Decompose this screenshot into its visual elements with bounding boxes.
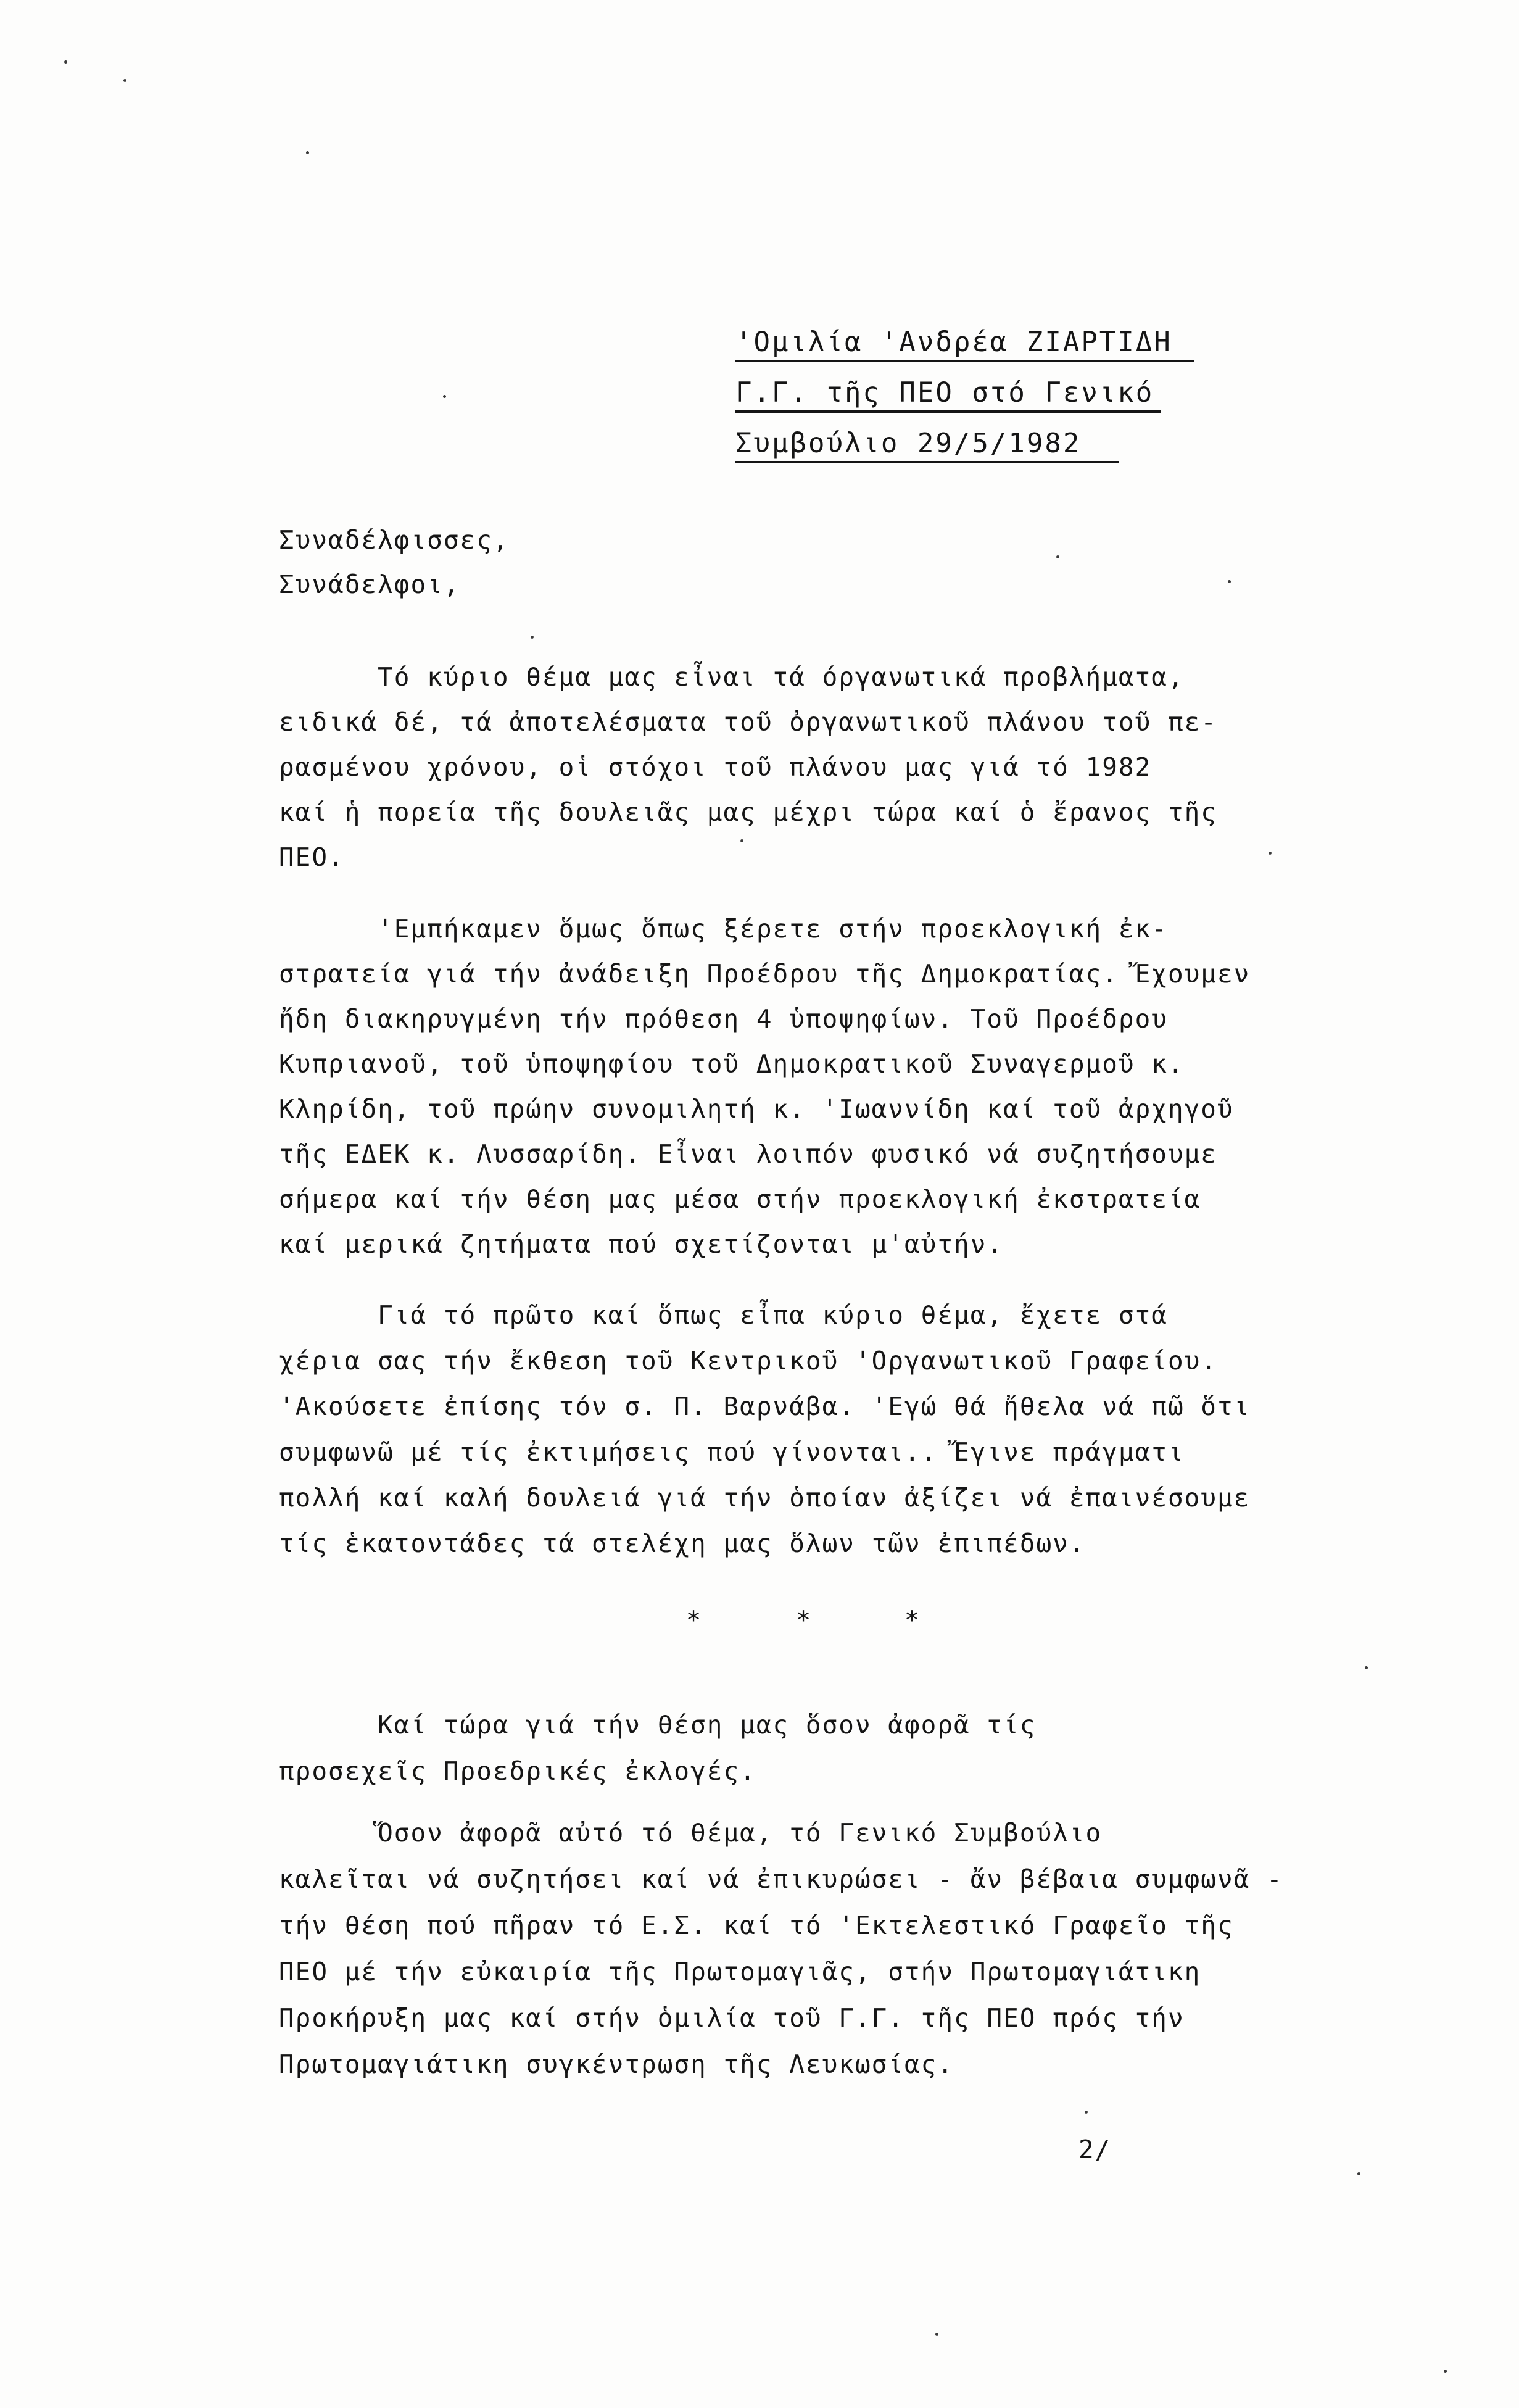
paragraph-line: 'Ακούσετε ἐπίσης τόν σ. Π. Βαρνάβα. 'Εγώ θά ἤθελα νά πῶ ὅτι <box>279 1392 1251 1421</box>
heading-underline-1 <box>735 360 1194 362</box>
paragraph-line: ΠΕΟ μέ τήν εὐκαιρία τῆς Πρωτομαγιᾶς, στήν Πρωτομαγιάτικη <box>279 1957 1201 1987</box>
separator-star: * <box>796 1606 811 1635</box>
paragraph-line: ἤδη διακηρυγμένη τήν πρόθεση 4 ὑποψηφίων. Τοῦ Προέδρου <box>279 1004 1168 1034</box>
scan-speck <box>935 2333 938 2336</box>
scan-speck <box>306 151 309 154</box>
salutation-line-2: Συνάδελφοι, <box>279 570 460 599</box>
paragraph-line: ΠΕΟ. <box>279 842 345 872</box>
scan-speck <box>1056 555 1059 558</box>
scan-speck <box>531 636 534 639</box>
paragraph-line: τῆς ΕΔΕΚ κ. Λυσσαρίδη. Εἶναι λοιπόν φυσικό νά συζητήσουμε <box>279 1139 1217 1169</box>
scan-speck <box>123 79 126 82</box>
heading-line-2: Γ.Γ. τῆς ΠΕΟ στό Γενικό <box>735 377 1154 409</box>
paragraph-line: συμφωνῶ μέ τίς ἐκτιμήσεις πού γίνονται.. Ἔγινε πράγματι <box>279 1437 1185 1467</box>
paragraph-line: σήμερα καί τήν θέση μας μέσα στήν προεκλογική ἐκστρατεία <box>279 1184 1201 1214</box>
scan-speck <box>1085 2111 1088 2114</box>
paragraph-line: 'Εμπήκαμεν ὅμως ὅπως ξέρετε στήν προεκλογική ἐκ- <box>279 914 1168 944</box>
paragraph-line: Πρωτομαγιάτικη συγκέντρωση τῆς Λευκωσίας. <box>279 2049 954 2079</box>
scan-speck <box>1269 852 1272 855</box>
paragraph-line: καί μερικά ζητήματα πού σχετίζονται μ'αὐτήν. <box>279 1229 1004 1259</box>
heading-underline-2 <box>735 410 1161 413</box>
paragraph-line: στρατεία γιά τήν ἀνάδειξη Προέδρου τῆς Δημοκρατίας. Ἔχουμεν <box>279 959 1251 989</box>
scan-speck <box>1444 2370 1447 2373</box>
heading-underline-3 <box>735 461 1119 463</box>
page-number: 2/ <box>1078 2135 1112 2164</box>
separator-star: * <box>686 1606 702 1635</box>
paragraph-line: προσεχεῖς Προεδρικές ἐκλογές. <box>279 1756 756 1786</box>
scan-speck <box>1357 2172 1360 2175</box>
paragraph-line: καί ἡ πορεία τῆς δουλειᾶς μας μέχρι τώρα καί ὁ ἔρανος τῆς <box>279 797 1217 827</box>
paragraph-line: καλεῖται νά συζητήσει καί νά ἐπικυρώσει - ἄν βέβαια συμφωνᾶ - <box>279 1864 1283 1894</box>
separator-star: * <box>904 1606 920 1635</box>
paragraph-line: χέρια σας τήν ἔκθεση τοῦ Κεντρικοῦ 'Οργανωτικοῦ Γραφείου. <box>279 1346 1217 1376</box>
scan-speck <box>1365 1666 1368 1669</box>
paragraph-line: Γιά τό πρῶτο καί ὅπως εἶπα κύριο θέμα, ἔχετε στά <box>279 1300 1168 1330</box>
paragraph-line: Κληρίδη, τοῦ πρώην συνομιλητή κ. 'Ιωαννίδη καί τοῦ ἀρχηγοῦ <box>279 1094 1234 1124</box>
scan-speck <box>443 395 446 398</box>
paragraph-line: Τό κύριο θέμα μας εἶναι τά όργανωτικά προβλήματα, <box>279 662 1185 692</box>
salutation-line-1: Συναδέλφισσες, <box>279 525 510 555</box>
paragraph-line: Καί τώρα γιά τήν θέση μας ὅσον ἀφορᾶ τίς <box>279 1710 1037 1740</box>
paragraph-line: τήν θέση πού πῆραν τό Ε.Σ. καί τό 'Εκτελεστικό Γραφεῖο τῆς <box>279 1911 1234 1940</box>
scan-speck <box>64 60 67 64</box>
paragraph-line: Ὅσον ἀφορᾶ αὐτό τό θέμα, τό Γενικό Συμβούλιο <box>279 1818 1103 1848</box>
paragraph-line: τίς ἑκατοντάδες τά στελέχη μας ὅλων τῶν ἐπιπέδων. <box>279 1529 1086 1558</box>
paragraph-line: ειδικά δέ, τά ἀποτελέσματα τοῦ ὀργανωτικοῦ πλάνου τοῦ πε- <box>279 707 1217 737</box>
paragraph-line: ρασμένου χρόνου, οἱ στόχοι τοῦ πλάνου μας γιά τό 1982 <box>279 752 1152 782</box>
scan-speck <box>740 839 743 842</box>
heading-line-1: 'Ομιλία 'Ανδρέα ΖΙΑΡΤΙΔΗ <box>735 326 1172 358</box>
paragraph-line: πολλή καί καλή δουλειά γιά τήν ὁποίαν ἀξίζει νά ἐπαινέσουμε <box>279 1483 1251 1513</box>
paragraph-line: Προκήρυξη μας καί στήν ὁμιλία τοῦ Γ.Γ. τῆς ΠΕΟ πρός τήν <box>279 2003 1185 2033</box>
heading-line-3: Συμβούλιο 29/5/1982 <box>735 428 1082 459</box>
paragraph-line: Κυπριανοῦ, τοῦ ὑποψηφίου τοῦ Δημοκρατικοῦ Συναγερμοῦ κ. <box>279 1049 1185 1079</box>
scan-speck <box>1228 580 1231 583</box>
